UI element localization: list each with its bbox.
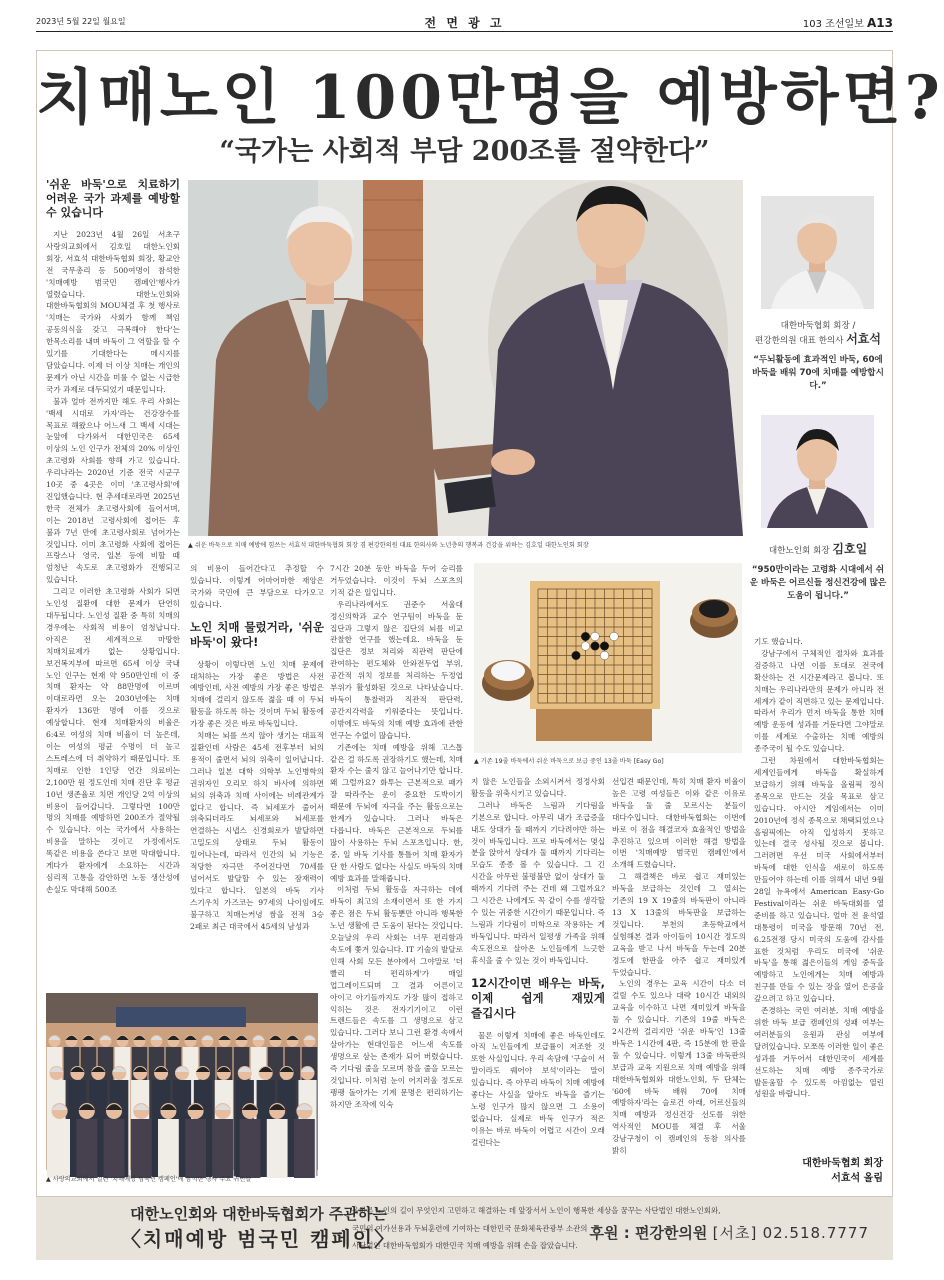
paragraph: 그리고 이러한 초고령화 사회가 되면 노인성 질환에 대한 문제가 단연히 대두됩니다. 노인성 질환 중 특히 치매의 경우에는 사회적 비용이 엄청납니다. 아직은 전 세계적으로 마땅한 치매치료제가 없는 상황입니다. 보건복지부에 따르면 65세 이상 국내 노인 인구는 현재 약 950만인데 이 중 치매 환자는 약 88만명에 이르며 이대로라면 오는 2030년에는 치매 환자가 136만 명에 이를 것으로 예상합니다. 현재 치매환자의 비율은 6:4로 여성의 치매 비율이 더 높은데, 이는 여성의 평균 수명이 더 높고 스트레스에 더 취약하기 때문입니다. 또 치매로 인한 1인당 연간 의료비는 2,100만 원 정도인데 치매 진단 후 평균 10년 생존율로 치면 개인당 2억 이상의 비용이 들어갑니다. 그렇다면 100만 명의 치매를 예방하면 200조가 절약될 수 있습니다. 이는 국가에서 사용하는 비용을 말하는 것이고 가정에서도 똑같은 비용을 쓴다고 보면 막대합니다. 게다가 환자에게 소요하는 시간과 심리적 고통을 감안하면 노동 생산성에 손실도 막대해 500조 <box>46 587 180 894</box>
profile-quote-2: “950만이라는 고령화 시대에서 쉬운 바둑은 어르신들 정신건강에 많은 도움이 됩니다.” <box>749 565 887 601</box>
paragraph: 불과 얼마 전까지만 해도 우리 사회는 '백세 시대로 가자'라는 건강장수를 목표로 해왔으나 어느새 그 백세 시대는 눈앞에 다가와서 대한민국은 65세 이상의 노인 인구가 전체의 20% 이상인 초고령화 사회를 향해 가고 있습니다. 우리나라는 2020년 기준 전국 시군구 10곳 중 4곳은 이미 '초고령사회'에 진입했습니다. 현 추세대로라면 2025년 한국 전체가 초고령사회에 들어서며, 이는 2018년 고령사회에 접어든 후 불과 7년 만에 초고령사회로 넘어가는 것입니다. 이미 초고령화 사회에 접어든 프랑스나 영국, 일본 등에 비할 때 엄청난 속도로 초고령화가 진행되고 있습니다. <box>46 396 180 585</box>
group-photo-caption: ▲ 사랑의교회에서 열린 '치매예방 범국민 캠페인'에 참석한 행사 주요 귀빈들 <box>46 1176 252 1183</box>
paragraph: 우리나라에서도 권준수 서울대 정신의학과 교수 연구팀이 바둑을 둔 집단과 그렇지 않은 집단의 뇌를 비교 관찰한 연구를 했는데요. 바둑을 둔 집단은 정보 처리와 직관력 판단에 관여하는 편도체와 안와전두엽 부위, 공간적 위치 정보를 처리하는 두정엽 부위가 활성화된 것으로 나타났습니다. 바둑이 통찰력과 직관적 판단력, 공간지각력을 키워준다는 뜻입니다. 이밖에도 바둑의 치매 예방 효과에 관한 연구는 수없이 많습니다. <box>330 599 463 740</box>
baduk-board-illustration <box>474 563 742 753</box>
publication-name: 103 조선일보 <box>802 19 864 30</box>
paragraph: 물론 이렇게 치매에 좋은 바둑인데도 아직 노인들에게 보급률이 저조한 것 또한 사실입니다. 우리 속담에 '구슬이 서 말이라도 꿰어야 보석'이라는 말이 있습니다. 즉 아무리 바둑이 치매 예방에 좋다는 사실을 알아도 바둑을 즐기는 노령 인구가 많지 않으면 그 소용이 없습니다. 실제로 바둑 인구가 적은 이유는 바로 바둑이 어렵고 시간이 오래 걸린다는 <box>471 1030 605 1147</box>
group-photo-illustration <box>46 993 318 1170</box>
footer-sponsor <box>590 1222 869 1243</box>
paragraph: 그 해결책은 바로 쉽고 재미있는 바둑을 보급하는 것인데 그 열쇠는 기존의 19 X 19줄의 바둑판이 아니라 13 X 13줄의 바둑판을 보급하는 것입니다. 부천의 초등학교에서 실험해본 결과 아이들이 10시간 정도의 교육을 받고 나서 바둑을 두는데 20분 정도에 한판을 아주 쉽고 재미있게 두었습니다. <box>612 872 746 977</box>
footer-desc-line-1: 올바른 노인의 길이 무엇인지 고민하고 해결하는 데 앞장서서 노인이 행복한 세상을 꿈꾸는 사단법인 대한노인회와, <box>352 1206 721 1215</box>
paragraph: 지 않은 노인들을 소외시켜서 정정사회 활동을 위축시키고 있습니다. <box>471 777 605 798</box>
signoff-title: 대한바둑협회 회장 <box>802 1158 883 1169</box>
profile-name-2: 김호일 <box>832 542 868 556</box>
profile-name-1: 서효석 <box>846 332 881 346</box>
group-photo <box>46 993 318 1170</box>
profile-quote-1: “두뇌활동에 효과적인 바둑, 60에 바둑을 배워 70에 치매를 예방합시다.” <box>752 355 884 391</box>
masthead <box>36 14 893 32</box>
paragraph: 지난 2023년 4월 26일 서초구 사랑의교회에서 김호일 대한노인회 회장, 서효석 대한바둑협회 회장, 황교안 전 국무총리 등 500여명이 참석한 '치매예방 범국민 캠페인'행사가 열렸습니다. 대한노인회와 대한바둑협회의 MOU체결 후 첫 행사로 '치매는 국가와 사회가 함께 책임 공동의식을 갖고 극복해야 한다'는 한목소리를 내며 바둑이 그 역할을 할 수 있기를 기대한다는 메시지를 담았습니다. 이제 더 이상 치매는 개인의 문제가 아닌 시간을 미룰 수 없는 시급한 국가 과제로 대두되었기 때문입니다. <box>46 230 180 394</box>
article-column-3 <box>330 563 463 1180</box>
article-column-4 <box>471 776 605 1180</box>
baduk-board-photo <box>474 563 742 753</box>
paragraph: 그러나 바둑은 느림과 기다림을 기본으로 합니다. 아무리 내가 조급증을 내도 상대가 둘 때까지 기다려야만 하는 것이 바둑입니다. 프로 바둑에서는 몇십 분을 앉아서 상대가 둘 때까지 기다리는 모습도 종종 볼 수 있습니다. 그 긴 시간을 아무런 불평불만 없이 상대가 둘 때까지 기다려 주는 건데 왜 그럴까요? 그 시간은 나에게도 꼭 같이 수를 생각할 수 있는 귀중한 시간이기 때문입니다. 즉 느림과 기다림이 미학으로 작용하는 게 바둑입니다. 따라서 일평생 가족을 위해 속도전으로 살아온 노인들에게 느긋한 휴식을 줄 수 있는 것이 바둑입니다. <box>471 800 605 965</box>
sponsor-phone: 02.518.7777 <box>762 1224 869 1242</box>
article-column-1 <box>46 178 180 990</box>
board-photo-caption: ▲ 기존 19줄 바둑에서 쉬운 바둑으로 보급 중인 13줄 바둑 [Easy Go] <box>474 758 664 765</box>
profile-caption-1 <box>748 320 888 393</box>
section-label: 전 면 광 고 <box>424 16 505 30</box>
paragraph: 강남구에서 구체적인 절차와 효과를 검증하고 나면 이를 토대로 전국에 확산하는 건 시간문제라고 봅니다. 또 치매는 우리나라만의 문제가 아니라 전 세계가 같이 직면하고 있는 문제입니다. 따라서 우리가 먼저 바둑을 통한 치매 예방 운동에 성과를 거둔다면 그야말로 이를 세계로 수출하는 치매 예방의 종주국이 될 수도 있습니다. <box>754 648 884 754</box>
profile-title-1b: 편강한의원 대표 한의사 서효석 <box>755 332 881 346</box>
page-info <box>803 15 893 30</box>
profile-caption-2 <box>748 543 888 603</box>
footer-organizers: 대한노인회와 대한바둑협회가 주관하는 <box>130 1205 387 1223</box>
portrait-illustration <box>761 196 874 309</box>
footer-desc-line-2: 국민의 여가선용과 두뇌훈련에 기여하는 대한민국 문화체육관광부 소관의 <box>352 1223 588 1233</box>
portrait-illustration <box>761 415 874 528</box>
paragraph: 기도 했습니다. <box>754 637 803 646</box>
portrait-seo-hyoseok <box>761 196 874 309</box>
paragraph: 기존에는 치매 예방을 위해 고스톱 같은 걸 하도록 권장하기도 했는데, 치매 환자 수는 줄지 않고 늘어나기만 합니다. 왜 그럴까요? 화투는 근본적으로 패가 잘 따라주는 운이 중요한 도박이기 때문에 두뇌에 자극을 주는 활동으로는 한계가 있습니다. 그러나 바둑은 다릅니다. 바둑은 근본적으로 두뇌를 많이 사용하는 두뇌 스포츠입니다. 한, 중, 일 바둑 기사를 통틀어 치매 환자가 단 한 사람도 없다는 사실도 바둑의 치매 예방 효과를 말해줍니다. <box>330 742 463 883</box>
paragraph: 그런 차원에서 대한바둑협회는 세계인들에게 바둑을 확실하게 보급하기 위해 바둑을 올림픽 정식 종목으로 만드는 것을 목표로 삼고 있습니다. 아시안 게임에서는 이미 2010년에 정식 종목으로 채택되었으나 올림픽에는 아직 입성하지 못하고 있는데 결국 성사될 것으로 봅니다. 그러려면 우선 미국 사회에서부터 바둑에 대한 인식을 새로이 하도록 만들어야 하는데 이를 위해서 내년 9월 28일 뉴욕에서 American Easy-Go Festival이라는 쉬운 바둑대회를 열 준비를 하고 있습니다. 얼마 전 윤석열 대통령이 미국을 방문해 70년 전, 6.25전쟁 당시 미국의 도움에 감사를 표한 것처럼 우리도 미국에 '쉬운 바둑'을 통해 젊은이들의 게임 중독을 예방하고 노인에게는 치매 예방과 친구를 만들 수 있는 장을 열어 은공을 갚으려고 하고 있습니다. <box>754 756 884 1004</box>
paragraph: 선입견 때문인데, 특히 치매 환자 비율이 높은 고령 여성들은 이와 같은 이유로 바둑을 둘 줄 모르시는 분들이 대다수입니다. 대한바둑협회는 이번에 바로 이 점을 해결코자 효율적인 방법을 추진하고 있으며 이러한 해결 방법을 이번 '치매예방 범국민 캠페인'에서 소개해 드렸습니다. <box>612 777 746 870</box>
paragraph: 노인의 경우는 교육 시간이 다소 더 걸릴 수도 있으나 대략 10시간 내외의 교육을 이수하고 나면 재미있게 바둑을 둘 수 있습니다. 기존의 19줄 바둑은 2시간씩 걸리지만 '쉬운 바둑'인 13줄 바둑은 1시간에 4판, 즉 15분에 한 판을 둘 수 있습니다. 이렇게 13줄 바둑판의 보급과 교육 지원으로 치매 예방을 위해 대한바둑협회와 대한노인회, 두 단체는 '60에 바둑 배워 70에 치매 예방하자'라는 슬로건 아래, 어르신들의 치매 예방과 정신건강 선도를 위한 역사적인 MOU를 체결 후 서울 강남구청이 이 캠페인의 동참 의사를 밝히 <box>612 979 746 1156</box>
article-kicker: '쉬운 바둑'으로 치료하기 어려운 국가 과제를 예방할 수 있습니다 <box>46 178 180 219</box>
portrait-kim-hoil <box>761 415 874 528</box>
issue-date: 2023년 5월 22일 월요일 <box>36 17 126 26</box>
main-photo <box>188 180 743 536</box>
subheadline: “국가는 사회적 부담 200조를 절약한다” <box>219 136 710 167</box>
article-column-6 <box>754 636 884 1152</box>
paragraph: 상황이 이렇다면 노인 치매 문제에 대처하는 가장 좋은 방법은 사전 예방인데, 사전 예방의 가장 좋은 방법은 치매에 걸리지 않도록 젊을 때 이 두뇌 활동을 하도록 하는 것이며 두뇌 활동에 가장 좋은 것은 바로 바둑입니다. <box>190 659 324 729</box>
footer-campaign-name: 〈치매예방 범국민 캠페인〉 <box>120 1227 397 1251</box>
footer-desc-line-3: 사단법인 대한바둑협회가 대한민국 치매 예방을 위해 손을 잡았습니다. <box>352 1241 578 1250</box>
sponsor-label: 후원 : 편강한의원 <box>589 1224 708 1242</box>
paragraph: 이처럼 두뇌 활동을 자극하는 데에 바둑이 최고의 소재이면서 또 한 가지 좋은 점은 두뇌 활동뿐만 아니라 행복한 노년 생활에 큰 도움이 된다는 것입니다. 오늘날의 우리 사회는 너무 편리함과 속도에 쫓겨 있습니다. IT 기술의 발달로 인해 사회 모든 분야에서 그야말로 '더 빨리 더 편리하게'가 매일 업그레이드되며 그 결과 어른이고 아이고 아기들까지도 가장 많이 접하고 익히는 것은 전자기기이고 이런 트렌드들은 속도를 그 생명으로 삼고 있습니다. 그러다 보니 그런 환경 속에서 살아가는 현대인들은 어느새 속도를 생명으로 삼는 존재가 되어 버렸습니다. 즉 기다림 줄을 모르며 참을 줄을 모르는 것입니다. 이처럼 눈이 어지러울 정도로 팽팽 돌아가는 기계 문명은 편리하기는 하지만 조작에 익숙 <box>330 885 463 1109</box>
signoff <box>802 1156 883 1186</box>
paragraph: 존경하는 국민 여러분, 치매 예방을 위한 바둑 보급 캠페인의 성패 여부는 여러분들의 응원과 관심 여부에 달려있습니다. 모쪼록 이러한 일이 좋은 성과를 거두어서 대한민국이 세계를 선도하는 치매 예방 종주국가로 발돋움할 수 있도록 아낌없는 열린 성원을 바랍니다. <box>754 1006 884 1099</box>
main-photo-caption: ▲ 쉬운 바둑으로 치매 예방에 힘쓰는 서효석 대한바둑협회 회장 겸 편강한의원 대표 한의사와 노년층의 행복과 건강을 위하는 김호일 대한노인회 회장 <box>188 542 589 549</box>
profile-title-2: 대한노인회 회장 김호일 <box>768 542 868 556</box>
subhead-1: 노인 치매 물렀거라, '쉬운 바둑'이 왔다! <box>190 619 324 649</box>
paragraph: 의 비용이 들어간다고 추정할 수 있습니다. 이렇게 어마어마한 재앙은 국가와 국민에 큰 부담으로 다가오고 있습니다. <box>190 564 324 609</box>
subhead-2: 12시간이면 배우는 바둑, 이제 쉽게 재밌게 즐깁시다 <box>471 975 605 1020</box>
paragraph: 7시간 20분 동안 바둑을 두어 승리를 거두었습니다. 이것이 두뇌 스포츠의 기적 같은 일입니다. <box>330 564 463 597</box>
sponsor-branch: [서초] <box>712 1224 758 1242</box>
footer-banner <box>36 1196 893 1260</box>
handshake-photo-illustration <box>188 180 743 536</box>
signoff-name: 서효석 올림 <box>831 1173 883 1184</box>
article-column-2 <box>190 563 324 990</box>
headline: 치매노인 100만명을 예방하면? <box>36 63 944 133</box>
profile-title-1a: 대한바둑협회 회장 / <box>780 321 856 331</box>
page-number: A13 <box>867 16 893 30</box>
paragraph: 치매는 뇌를 쓰지 않아 생기는 대표적 질환인데 사람은 45세 전후부터 뇌의 용적이 줄면서 뇌의 위축이 일어납니다. 그러나 일본 대학 의학부 노인병학의 권위자인 오리모 하치 바사에 의하면 뇌의 위축과 치매 사이에는 비례관계가 없다고 합니다. 즉 뇌세포가 줄어서 위축되더라도 뇌세포와 뇌세포를 연결하는 시냅스 신경회로가 발달하면 고밀도의 상태로 두뇌 활동이 일어나는데, 따라서 인간의 뇌 기능은 적당한 자극만 주어진다면 70세를 넘어서도 발달할 수 있는 잠재력이 있다고 합니다. 일본의 바둑 기사 스기우치 가즈코는 97세의 나이임에도 불구하고 치매는커녕 쌈을 전적 3승 2패로 최근 대국에서 45세의 남성과 <box>190 731 324 931</box>
article-column-5 <box>612 776 746 1180</box>
